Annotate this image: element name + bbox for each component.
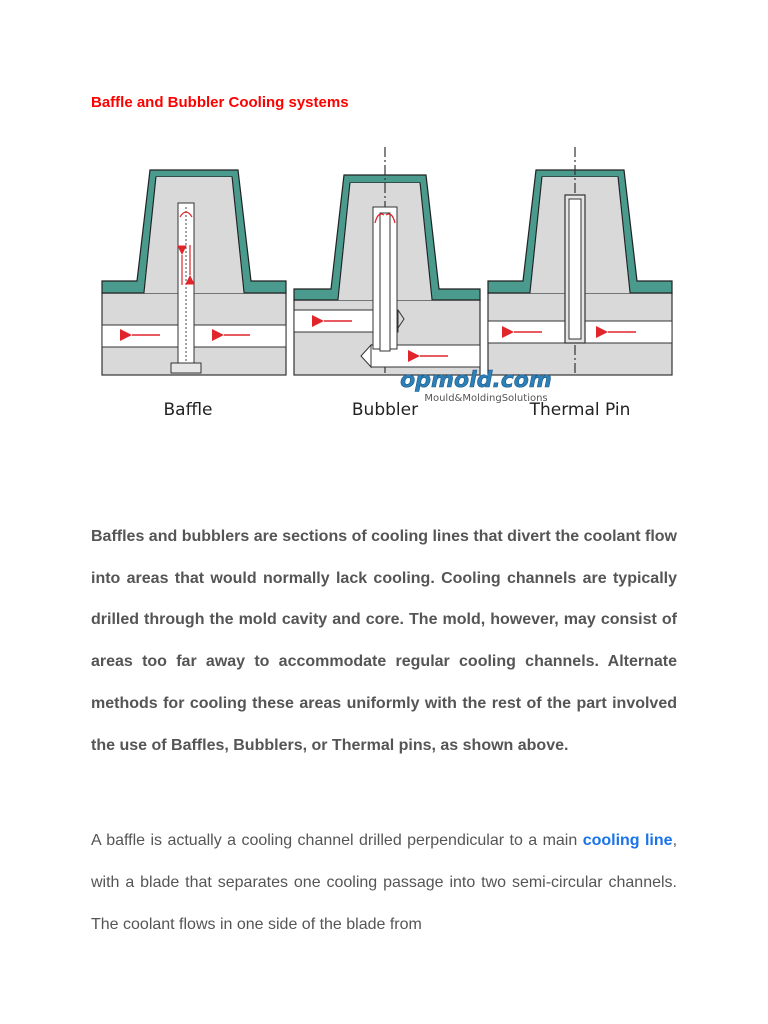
svg-text:Mould&MoldingSolutions: Mould&MoldingSolutions: [424, 393, 548, 404]
svg-text:opmold.com: opmold.com: [400, 368, 552, 393]
paragraph-baffle-definition: A baffle is actually a cooling channel drilled perpendicular to a main cooling line, with a blade that separates one cooling passage into two semi-circular channels. The coolant flows in one side of the blade from: [91, 832, 678, 933]
opmold-watermark: [400, 368, 552, 404]
bubbler-label: Bubbler: [351, 400, 419, 420]
cooling-line-link[interactable]: cooling line: [582, 832, 673, 849]
baffle-diagram: [102, 170, 286, 420]
cooling-systems-figure: [96, 145, 674, 430]
thermal-pin-label: Thermal Pin: [529, 400, 631, 420]
page-title: Baffle and Bubbler Cooling systems: [91, 94, 349, 111]
paragraph-baffles-intro: Baffles and bubblers are sections of cooling lines that divert the coolant flow into areas that would normally lack cooling. Cooling channels are typically drilled through the mold cavity and core. The mold, however, may consist of areas too far away to accommodate regular cooling channels. Alternate methods for cooling these areas uniformly with the rest of the part involved the use of Baffles, Bubblers, or Thermal pins, as shown above.: [91, 528, 677, 754]
baffle-label: Baffle: [163, 400, 213, 420]
